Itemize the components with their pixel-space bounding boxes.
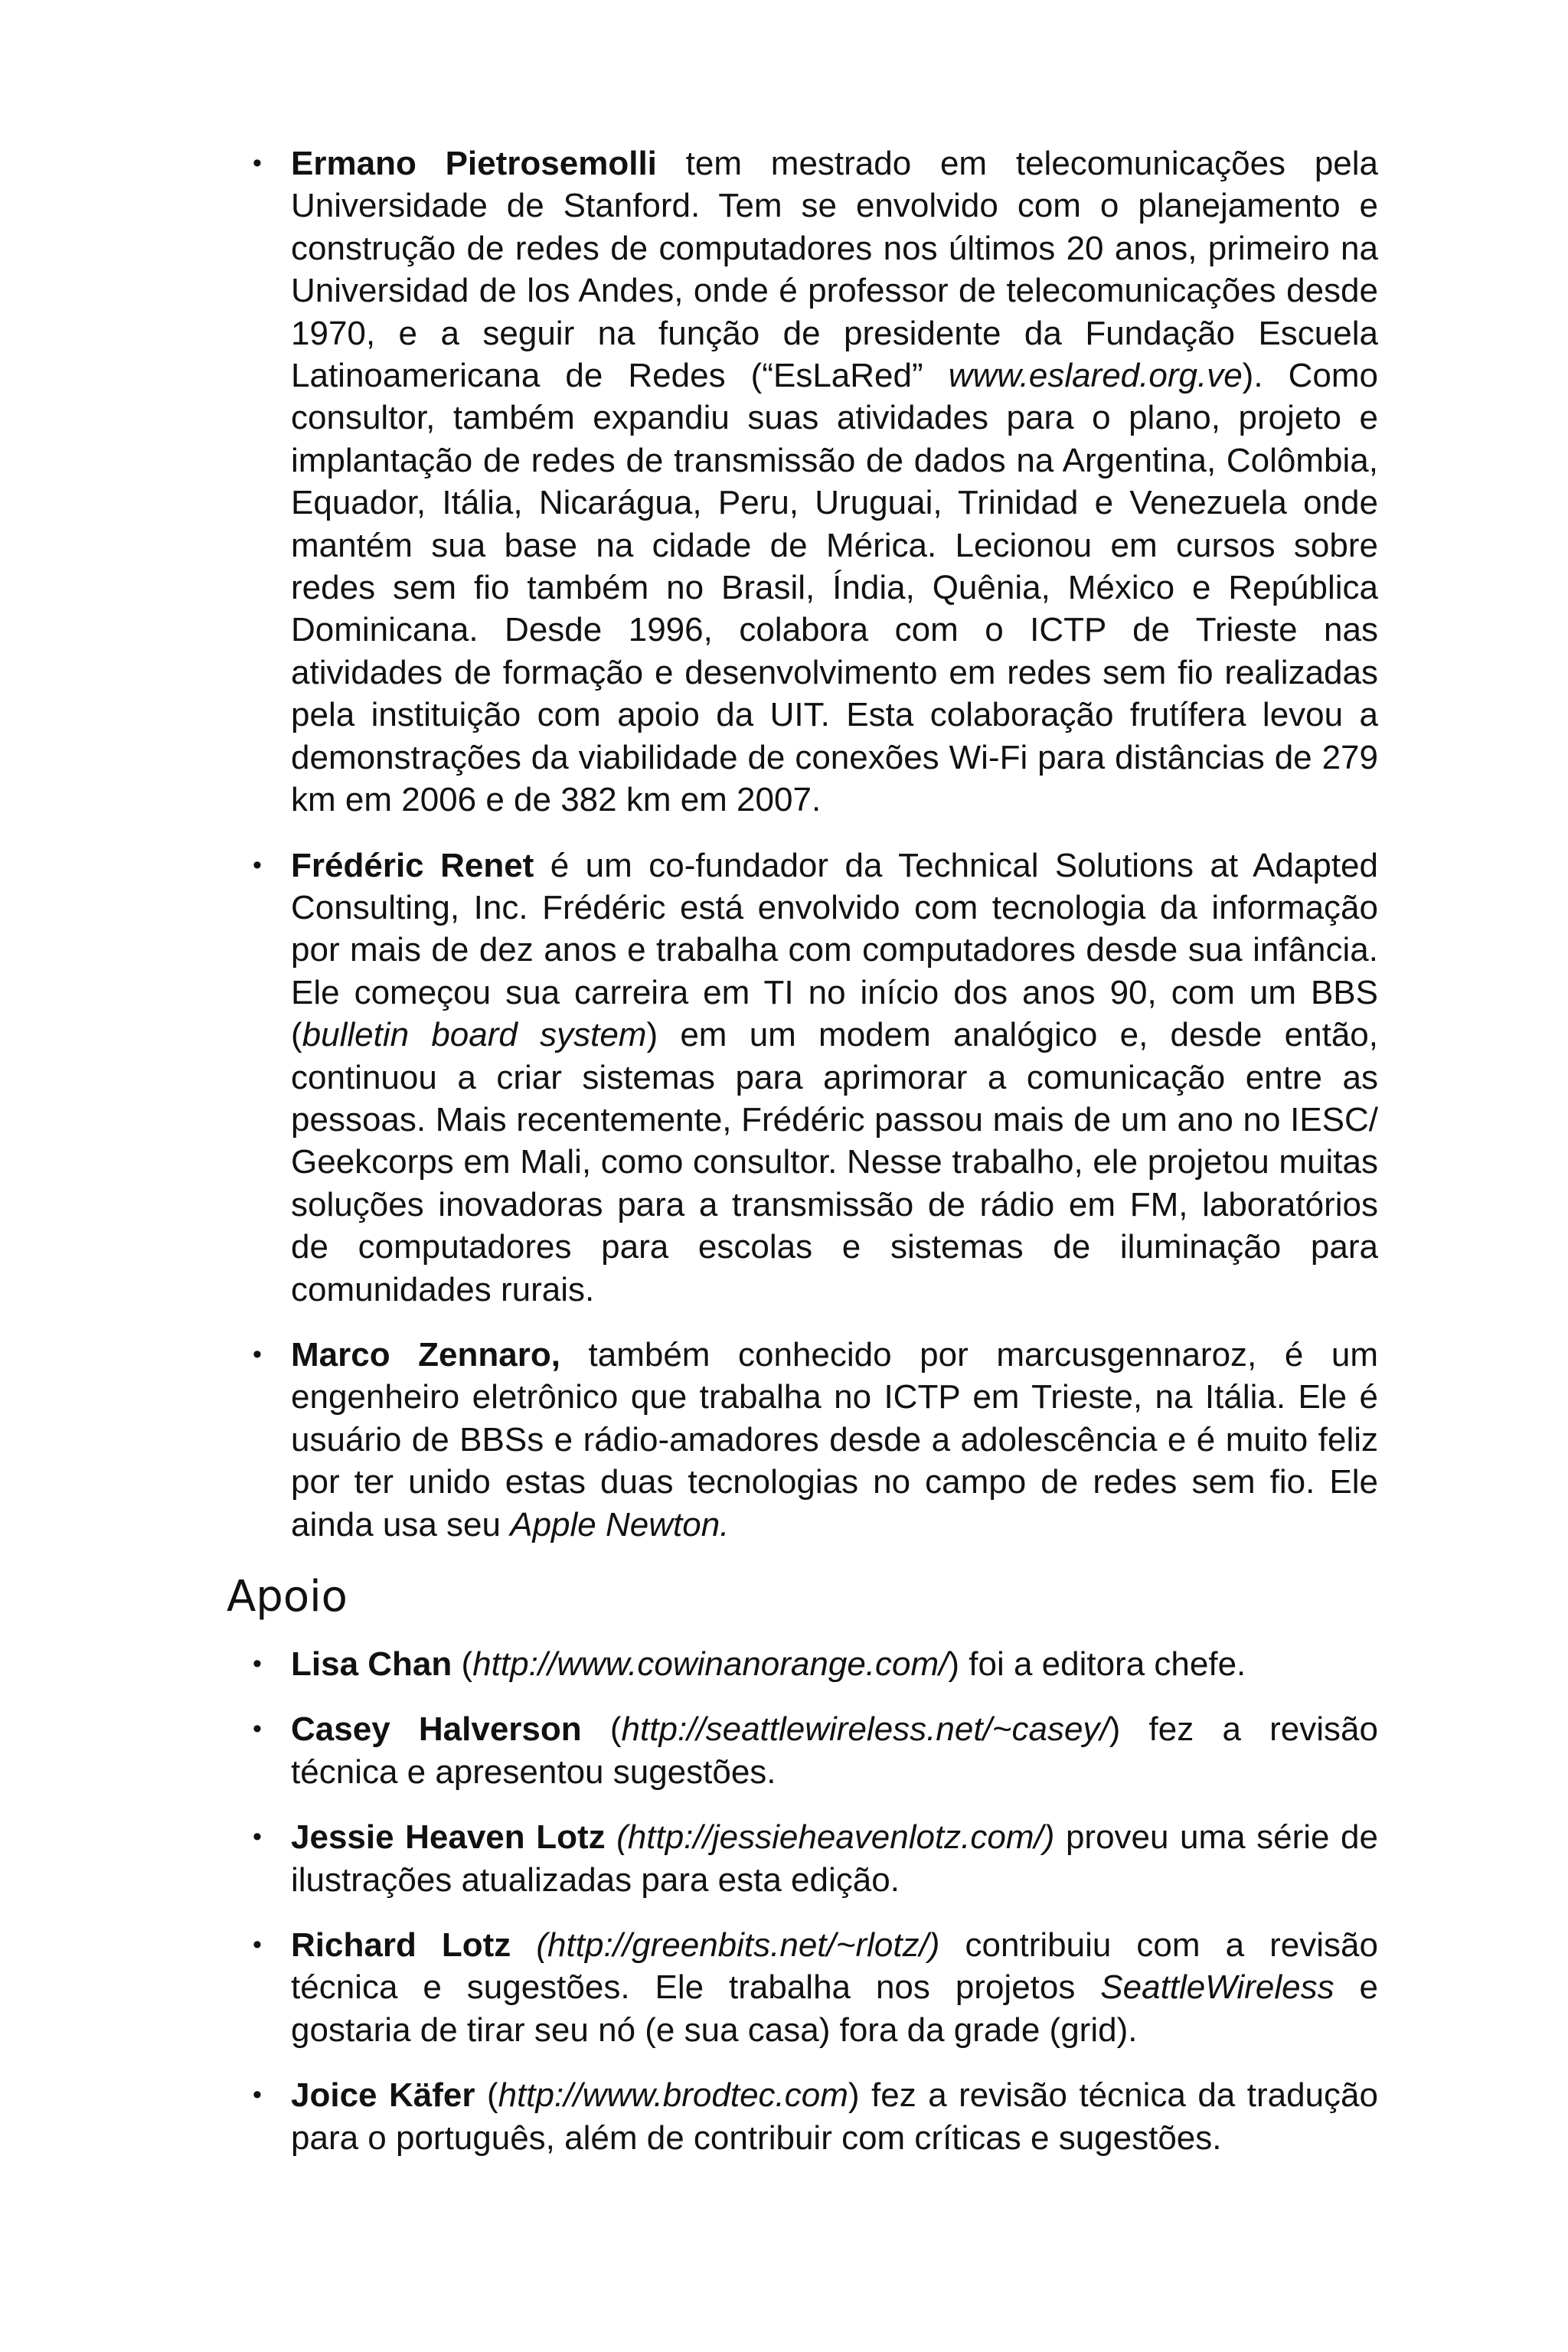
bio-text: ) em um modem analógico e, desde então, continuou a criar sistemas para aprimorar a comunicação entre as pessoas. Mais recentemente, Frédéric passou mais de um ano no IESC/ Geekcorps em Mali, como consultor. Nesse trabalho, ele projetou muitas soluções inovadoras para a transmissão de rádio em FM, laboratórios de computadores para escolas e sistemas de iluminação para comunidades rurais.	[291, 1016, 1378, 1308]
bullet-icon: •	[253, 2080, 262, 2110]
list-item	[253, 1816, 1378, 1901]
credit-text	[606, 1818, 617, 1856]
credit-text: (	[452, 1645, 473, 1683]
bio-text: ). Como consultor, também expandiu suas atividades para o plano, projeto e implantação de redes de transmissão de dados na Argentina, Colômbia, Equador, Itália, Nicarágua, Peru, Uruguai, Trinidad e Venezuela onde mantém sua base na cidade de Mérica. Lecionou em cursos sobre redes sem fio também no Brasil, Índia, Quênia, México e República Dominicana. Desde 1996, colabora com o ICTP de Trieste nas atividades de formação e desenvolvimento em redes sem fio realizadas pela instituição com apoio da UIT. Esta colaboração frutífera levou a demonstrações da viabilidade de conexões Wi-Fi para distâncias de 279 km em 2006 e de 382 km em 2007.	[291, 357, 1378, 819]
bio-text: também conhecido por marcusgennaroz, é um engenheiro eletrônico que trabalha no ICTP em Trieste, na Itália. Ele é usuário de BBSs e rádio-amadores desde a adolescência e é muito feliz por ter unido estas duas tecnologias no campo de redes sem fio. Ele ainda usa seu	[291, 1335, 1378, 1544]
credit-text: (	[581, 1710, 622, 1749]
person-name: Frédéric Renet	[291, 846, 534, 884]
credit-text: ) fez a revisão técnica da tradução para o português, além de contribuir com críticas e sugestões.	[291, 2076, 1378, 2157]
person-name: Richard Lotz	[291, 1926, 511, 1965]
list-item	[253, 1643, 1378, 1685]
list-item	[253, 1708, 1378, 1793]
italic-term: Apple Newton.	[510, 1505, 730, 1544]
list-item	[253, 2074, 1378, 2159]
website-url: http://seattlewireless.net/~casey/	[621, 1710, 1109, 1749]
bullet-icon: •	[253, 149, 262, 178]
bullet-icon: •	[253, 1339, 262, 1369]
section-heading: Apoio	[227, 1572, 348, 1622]
bullet-icon: •	[253, 1930, 262, 1960]
support-list	[253, 1643, 1378, 2182]
bullet-icon: •	[253, 1649, 262, 1678]
bio-text: é um co-fundador da Technical Solutions at Adapted Consulting, Inc. Frédéric está envolvido com tecnologia da informação por mais de dez anos e trabalha com computadores desde sua infância. Ele começou sua carreira em TI no início dos anos 90, com um BBS (	[291, 846, 1379, 1054]
website-url: www.eslared.org.ve	[948, 357, 1243, 395]
bullet-icon: •	[253, 850, 262, 880]
list-item	[253, 1334, 1378, 1546]
website-url: http://www.cowinanorange.com/	[472, 1645, 949, 1683]
person-name: Lisa Chan	[291, 1645, 452, 1683]
list-item	[253, 844, 1378, 1311]
credit-text	[511, 1926, 536, 1964]
bullet-icon: •	[253, 1822, 262, 1852]
website-url: (http://greenbits.net/~rlotz/)	[536, 1926, 940, 1965]
italic-term: bulletin board system	[302, 1016, 647, 1054]
credit-text: (	[475, 2076, 498, 2115]
person-name: Jessie Heaven Lotz	[291, 1818, 606, 1857]
person-name: Casey Halverson	[291, 1710, 582, 1749]
credit-text: contribuiu com a revisão técnica e sugestões. Ele trabalha nos projetos	[291, 1926, 1378, 2007]
credit-text: proveu uma série de ilustrações atualizadas para esta edição.	[291, 1818, 1378, 1899]
credit-text: ) foi a editora chefe.	[948, 1645, 1246, 1683]
bullet-icon: •	[253, 1714, 262, 1744]
italic-term: SeattleWireless	[1100, 1968, 1334, 2007]
list-item	[253, 1924, 1378, 2051]
credit-text: ) fez a revisão técnica e apresentou sugestões.	[291, 1710, 1378, 1791]
biography-list	[253, 142, 1378, 1569]
person-name: Joice Käfer	[291, 2076, 475, 2115]
website-url: http://www.brodtec.com	[498, 2076, 848, 2115]
person-name: Ermano Pietrosemolli	[291, 145, 657, 182]
credit-text: e gostaria de tirar seu nó (e sua casa) fora da grade (grid).	[291, 1968, 1378, 2049]
list-item	[253, 142, 1378, 822]
bio-text: tem mestrado em telecomunicações pela Universidade de Stanford. Tem se envolvido com o planejamento e construção de redes de computadores nos últimos 20 anos, primeiro na Universidad de los Andes, onde é professor de telecomunicações desde 1970, e a seguir na função de presidente da Fundação Escuela Latinoamericana de Redes (“EsLaRed”	[291, 145, 1379, 395]
person-name: Marco Zennaro,	[291, 1335, 560, 1374]
website-url: (http://jessieheavenlotz.com/)	[616, 1818, 1055, 1857]
